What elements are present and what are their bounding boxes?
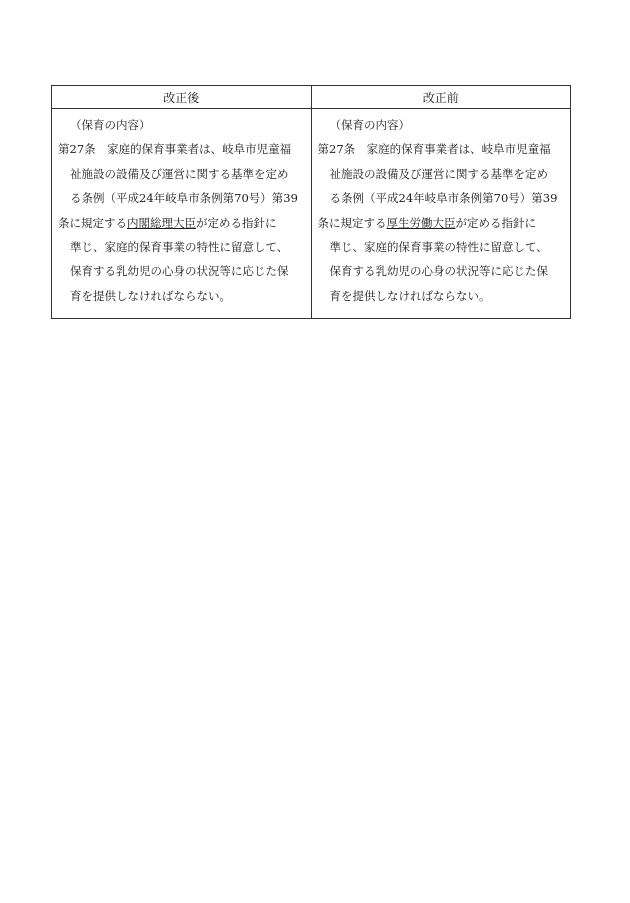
header-row bbox=[52, 86, 571, 109]
article-line bbox=[318, 211, 567, 235]
article-line: る条例（平成24年岐阜市条例第70号）第39 bbox=[329, 191, 558, 206]
before-column bbox=[311, 109, 571, 319]
text-segment: が定める指針に bbox=[196, 215, 277, 230]
text-segment: 条に規定する bbox=[58, 215, 127, 230]
article-caption: （保育の内容） bbox=[329, 118, 410, 132]
article-first-line: 第27条 家庭的保育事業者は、岐阜市児童福 bbox=[317, 142, 551, 157]
article-line: 保育する乳幼児の心身の状況等に応じた保 bbox=[70, 264, 289, 279]
article-line: 祉施設の設備及び運営に関する基準を定め bbox=[329, 166, 548, 181]
article-line: る条例（平成24年岐阜市条例第70号）第39 bbox=[70, 191, 298, 206]
article-line: 保育する乳幼児の心身の状況等に応じた保 bbox=[329, 264, 548, 279]
text-segment: が定める指針に bbox=[455, 215, 536, 230]
article-line bbox=[58, 211, 307, 235]
after-column bbox=[52, 109, 312, 319]
article-line: 準じ、家庭的保育事業の特性に留意して、 bbox=[70, 240, 289, 255]
article-first-line: 第27条 家庭的保育事業者は、岐阜市児童福 bbox=[58, 142, 292, 157]
article-caption: （保育の内容） bbox=[70, 118, 151, 132]
header-after: 改正後 bbox=[52, 86, 312, 109]
article-line: 育を提供しなければならない。 bbox=[329, 288, 491, 303]
content-row bbox=[52, 109, 571, 319]
text-segment: 条に規定する bbox=[317, 215, 387, 230]
header-before: 改正前 bbox=[311, 86, 571, 109]
amended-term: 内閣総理大臣 bbox=[127, 215, 196, 230]
article-line: 育を提供しなければならない。 bbox=[70, 288, 231, 303]
article-line: 準じ、家庭的保育事業の特性に留意して、 bbox=[329, 240, 548, 255]
amendment-comparison-table bbox=[51, 85, 571, 319]
amended-term: 厚生労働大臣 bbox=[386, 215, 456, 230]
article-line: 祉施設の設備及び運営に関する基準を定め bbox=[70, 166, 289, 181]
